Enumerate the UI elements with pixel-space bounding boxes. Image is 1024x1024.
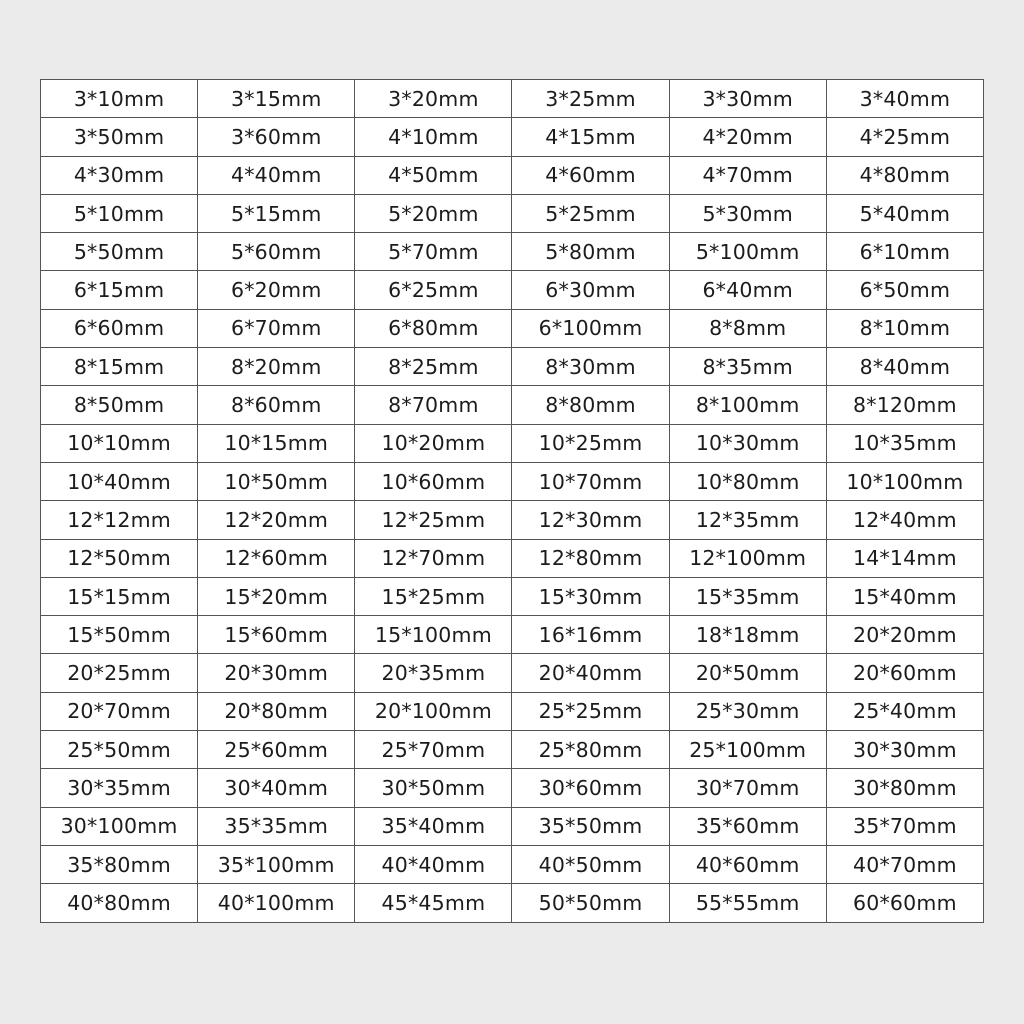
table-cell: 15*100mm (355, 616, 512, 654)
table-cell: 15*35mm (669, 577, 826, 615)
table-row (41, 769, 984, 807)
table-cell: 55*55mm (669, 884, 826, 922)
table-cell: 8*40mm (826, 348, 983, 386)
table-cell: 16*16mm (512, 616, 669, 654)
table-cell: 20*50mm (669, 654, 826, 692)
table-cell: 4*25mm (826, 118, 983, 156)
table-cell: 10*60mm (355, 462, 512, 500)
table-cell: 8*8mm (669, 309, 826, 347)
table-cell: 25*60mm (198, 731, 355, 769)
table-cell: 4*15mm (512, 118, 669, 156)
table-row (41, 462, 984, 500)
table-row (41, 348, 984, 386)
table-cell: 8*50mm (41, 386, 198, 424)
table-cell: 10*50mm (198, 462, 355, 500)
table-cell: 10*30mm (669, 424, 826, 462)
table-row (41, 118, 984, 156)
table-cell: 12*80mm (512, 539, 669, 577)
table-cell: 4*20mm (669, 118, 826, 156)
table-cell: 6*25mm (355, 271, 512, 309)
table-cell: 8*10mm (826, 309, 983, 347)
table-cell: 15*50mm (41, 616, 198, 654)
table-cell: 3*10mm (41, 80, 198, 118)
table-cell: 30*70mm (669, 769, 826, 807)
table-cell: 14*14mm (826, 539, 983, 577)
table-row (41, 654, 984, 692)
table-cell: 8*25mm (355, 348, 512, 386)
table-cell: 5*60mm (198, 233, 355, 271)
table-cell: 12*12mm (41, 501, 198, 539)
table-cell: 3*20mm (355, 80, 512, 118)
table-cell: 25*30mm (669, 692, 826, 730)
table-cell: 4*80mm (826, 156, 983, 194)
table-cell: 40*60mm (669, 845, 826, 883)
table-cell: 8*80mm (512, 386, 669, 424)
table-cell: 30*60mm (512, 769, 669, 807)
table-cell: 40*40mm (355, 845, 512, 883)
table-cell: 25*25mm (512, 692, 669, 730)
table-row (41, 884, 984, 922)
table-cell: 4*60mm (512, 156, 669, 194)
table-cell: 15*40mm (826, 577, 983, 615)
table-cell: 6*100mm (512, 309, 669, 347)
table-cell: 5*70mm (355, 233, 512, 271)
table-cell: 8*60mm (198, 386, 355, 424)
table-cell: 5*50mm (41, 233, 198, 271)
table-cell: 12*20mm (198, 501, 355, 539)
table-cell: 6*40mm (669, 271, 826, 309)
table-cell: 4*70mm (669, 156, 826, 194)
table-cell: 10*70mm (512, 462, 669, 500)
table-cell: 30*40mm (198, 769, 355, 807)
table-cell: 10*80mm (669, 462, 826, 500)
table-row (41, 501, 984, 539)
table-cell: 4*10mm (355, 118, 512, 156)
table-cell: 50*50mm (512, 884, 669, 922)
table-cell: 8*70mm (355, 386, 512, 424)
table-cell: 35*35mm (198, 807, 355, 845)
table-cell: 6*10mm (826, 233, 983, 271)
table-cell: 15*20mm (198, 577, 355, 615)
table-cell: 20*30mm (198, 654, 355, 692)
table-cell: 6*30mm (512, 271, 669, 309)
table-cell: 10*15mm (198, 424, 355, 462)
table-row (41, 271, 984, 309)
table-cell: 8*15mm (41, 348, 198, 386)
table-cell: 4*50mm (355, 156, 512, 194)
table-cell: 12*100mm (669, 539, 826, 577)
size-table (40, 79, 984, 923)
table-cell: 30*50mm (355, 769, 512, 807)
table-cell: 6*60mm (41, 309, 198, 347)
table-cell: 3*25mm (512, 80, 669, 118)
table-cell: 12*70mm (355, 539, 512, 577)
table-cell: 3*30mm (669, 80, 826, 118)
table-cell: 60*60mm (826, 884, 983, 922)
table-cell: 10*25mm (512, 424, 669, 462)
table-cell: 12*30mm (512, 501, 669, 539)
table-cell: 40*80mm (41, 884, 198, 922)
table-cell: 12*50mm (41, 539, 198, 577)
table-cell: 20*25mm (41, 654, 198, 692)
table-cell: 3*40mm (826, 80, 983, 118)
table-row (41, 692, 984, 730)
table-cell: 30*80mm (826, 769, 983, 807)
table-cell: 35*40mm (355, 807, 512, 845)
table-cell: 25*80mm (512, 731, 669, 769)
table-cell: 5*80mm (512, 233, 669, 271)
table-row (41, 233, 984, 271)
table-row (41, 616, 984, 654)
table-cell: 6*15mm (41, 271, 198, 309)
table-cell: 4*30mm (41, 156, 198, 194)
table-cell: 8*100mm (669, 386, 826, 424)
table-row (41, 539, 984, 577)
table-cell: 10*100mm (826, 462, 983, 500)
table-cell: 20*80mm (198, 692, 355, 730)
table-row (41, 577, 984, 615)
table-cell: 8*30mm (512, 348, 669, 386)
table-cell: 6*80mm (355, 309, 512, 347)
table-cell: 3*50mm (41, 118, 198, 156)
table-cell: 20*20mm (826, 616, 983, 654)
table-cell: 15*60mm (198, 616, 355, 654)
table-cell: 4*40mm (198, 156, 355, 194)
table-cell: 20*60mm (826, 654, 983, 692)
table-cell: 20*100mm (355, 692, 512, 730)
table-cell: 10*20mm (355, 424, 512, 462)
table-cell: 10*10mm (41, 424, 198, 462)
table-row (41, 80, 984, 118)
table-cell: 35*100mm (198, 845, 355, 883)
table-cell: 12*35mm (669, 501, 826, 539)
table-cell: 25*70mm (355, 731, 512, 769)
table-cell: 15*30mm (512, 577, 669, 615)
table-cell: 35*70mm (826, 807, 983, 845)
table-cell: 6*50mm (826, 271, 983, 309)
table-cell: 25*50mm (41, 731, 198, 769)
table-cell: 5*40mm (826, 194, 983, 232)
table-cell: 12*60mm (198, 539, 355, 577)
table-row (41, 194, 984, 232)
table-row (41, 731, 984, 769)
table-cell: 40*50mm (512, 845, 669, 883)
table-cell: 5*10mm (41, 194, 198, 232)
table-cell: 8*35mm (669, 348, 826, 386)
table-cell: 25*100mm (669, 731, 826, 769)
table-row (41, 309, 984, 347)
table-row (41, 845, 984, 883)
table-cell: 45*45mm (355, 884, 512, 922)
table-cell: 30*100mm (41, 807, 198, 845)
table-cell: 20*40mm (512, 654, 669, 692)
table-cell: 40*70mm (826, 845, 983, 883)
table-row (41, 807, 984, 845)
table-cell: 6*20mm (198, 271, 355, 309)
table-row (41, 156, 984, 194)
table-cell: 15*25mm (355, 577, 512, 615)
table-cell: 12*40mm (826, 501, 983, 539)
table-cell: 5*20mm (355, 194, 512, 232)
table-cell: 40*100mm (198, 884, 355, 922)
table-cell: 18*18mm (669, 616, 826, 654)
table-cell: 5*25mm (512, 194, 669, 232)
table-cell: 5*30mm (669, 194, 826, 232)
table-cell: 20*70mm (41, 692, 198, 730)
table-cell: 35*80mm (41, 845, 198, 883)
table-cell: 20*35mm (355, 654, 512, 692)
table-cell: 8*120mm (826, 386, 983, 424)
table-cell: 30*30mm (826, 731, 983, 769)
table-cell: 30*35mm (41, 769, 198, 807)
table-cell: 10*35mm (826, 424, 983, 462)
table-cell: 3*60mm (198, 118, 355, 156)
table-cell: 5*100mm (669, 233, 826, 271)
table-row (41, 424, 984, 462)
table-cell: 15*15mm (41, 577, 198, 615)
table-cell: 8*20mm (198, 348, 355, 386)
size-table-body (41, 80, 984, 923)
table-cell: 35*60mm (669, 807, 826, 845)
table-cell: 35*50mm (512, 807, 669, 845)
table-cell: 3*15mm (198, 80, 355, 118)
table-cell: 10*40mm (41, 462, 198, 500)
table-cell: 6*70mm (198, 309, 355, 347)
table-row (41, 386, 984, 424)
table-cell: 5*15mm (198, 194, 355, 232)
table-cell: 12*25mm (355, 501, 512, 539)
table-cell: 25*40mm (826, 692, 983, 730)
